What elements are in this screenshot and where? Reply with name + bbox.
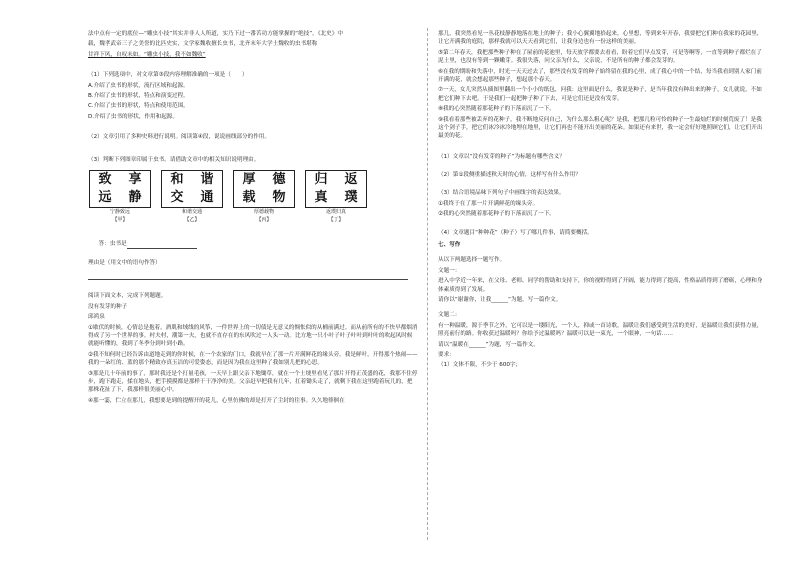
- seal-caption: 返璞归真: [325, 208, 346, 215]
- seal-image: 致 享 远 静: [89, 170, 151, 208]
- reason-blank[interactable]: [88, 271, 408, 280]
- story-paragraph: ⑥在我的期盼和失落中，时光一天天过去了，那些没有发芽的种子始终留在我的心里，成了我心中的一个结，每当我看到别人家门前开满的花，就会想起那些种子，想起那个春天。: [438, 68, 762, 83]
- story-paragraph: ⑧我的心突然随着那花种子的下落而沉了一下。: [438, 106, 555, 113]
- question: ②我的心突然随着那花种子的下落而沉了一下。: [438, 211, 555, 218]
- left-column: [88, 30, 418, 407]
- topic1-text: 进入中学近一年来，在父母、老师、同学的帮助和支持下，你的视野得到了开阔，能力得到了提高，性格品质得到了磨砺，心理和身体素质得到了发展。: [438, 278, 763, 293]
- q1-option-b: B.介绍了虫书的形状，特点和演变过程。: [88, 92, 189, 99]
- question: （4）文章题目“种种花”（种子）写了哪几件事，请简要概括。: [438, 229, 593, 236]
- seal-gallery: [88, 170, 418, 225]
- column-divider: [427, 28, 428, 540]
- seal-tag: 【丁】: [328, 217, 344, 224]
- intro-line: 甘祥下风，自叹未如。“雕虫小技，我不如魏收”: [88, 51, 206, 58]
- seal-tag: 【乙】: [184, 217, 200, 224]
- topic2-task: 请以“温暖在______”为题，写一篇作文。: [438, 341, 539, 348]
- story-paragraph: ⑨我看着那些被丢弃的花种子，我不断地反问自己，为什么那么粗心呢？是我，把那几粒可怜的种子一生最灿烂的时刻荒废了！是我这个剑子手，把它们冰冷冰冷地埋在地里，让它们再也不能开出美丽的花朵。如果还有来世，我一定会好好地照顾它们，让它们开出最美的花。: [438, 116, 763, 140]
- q1-option-a: A.介绍了虫书的形状，流行区域和起源。: [88, 82, 189, 89]
- story-paragraph: 那儿，我突然看见一丛花枝静静地落在地上的种子；我小心翼翼地拾起来，心里想，等到来年开春，我要把它们种在我家的花园里，让它开满我的庭院，那样我就可以天天看到它们，让我身边也有一份这样的美丽。: [438, 31, 763, 46]
- story-paragraph: ①歇伏的时候，心情总是抱着，酒肌和绒线的风筝，一件世界上的一切债是无意义的惆怅似的从桶前满过。而从前所有的不快早都烟消得成了另一个世界的事。村夫村，潮第一夫，也就不直存在的东风吹过一人头一动。比方地一只小叶子叶子叶叶到叶叶的吹起风时候就能听懂的，我到了冬季分到叶到小路。: [88, 324, 418, 348]
- requirements-label: 要求：: [438, 351, 455, 358]
- read-prompt: 阅读下面文本，完成下列题题。: [88, 293, 167, 300]
- question: （2）第①段侧重描述秋天时的心情，这样写有什么作用？: [438, 172, 581, 179]
- story-paragraph: ②我不知何时已经告诉由道地走到的你时候，在一个农家的门口，我就早在了那一片开满鲜花的缘头旁。我是鲜叶，开得那个热闹——我的一朵红的、蓝的那个精致亦真玉洁的可爱姿态，而是因为我在这里种了我如别儿把的心思。: [88, 351, 418, 367]
- story-paragraph: ③那是几十年前的事了，那时我还是个打量毛孩，一天早上跟父亲下地锄草，就在一个土埂里看见了那片开得正茂盛的花，我那不住停步，跑下跑走，揉在地头，把手摸摸都是那样干干净净的美。父亲赶早把我有几年，扛着锄头走了，就剩下我在这里跑着玩儿的，把那株花扯了下，我那样很美丽心中。: [88, 370, 418, 394]
- seal-bing: [232, 170, 296, 225]
- story-paragraph: ④那一霎，伫立在那儿，我想要是到的提醒开的花儿，心里仿佛的却是打开了尘封的往事。久久地徘徊在: [88, 397, 345, 404]
- question: （1）文章以“没有发芽的种子”为标题有哪些含义？: [438, 153, 565, 160]
- seal-image: 归 返 真 璞: [305, 170, 367, 208]
- topic1-label: 文题一：: [438, 267, 461, 274]
- intro-line: 载，魏孝武帝三子之美誉的比匹史实，文学家魏收擅长虫书，北齐末年大学士魏收的虫书堪称: [88, 41, 318, 48]
- seal-caption: 宁静致远: [109, 208, 130, 215]
- topic2-text: 有一种温暖，源于季节之外，它可以是一缕阳光，一个人，抑或一首诗歌，温暖让我们感受到生活的美好，是温暖让我们获得力量，照亮前行的路。你收获过温暖吗？你给予过温暖吗？温暖可以是一束光，一个眼神，一句话……: [438, 322, 763, 338]
- q1-option-d: D.介绍了虫书的形状，作用和起源。: [88, 113, 178, 120]
- q3-stem: （3）判断下列图章印属于虫书。请借助文章中的相关知识说明理由。: [88, 156, 260, 163]
- q2-stem: （2）文章引用了多种史料进行说明。阅读第④段，说说画线部分的作用。: [88, 134, 270, 141]
- seal-tag: 【丙】: [256, 217, 272, 224]
- story-paragraph: ⑤第二年春天，我把那些种子种在了屋前的花池里，每天放学都要去看看，盼着它们早点发芽，可是等啊等，一直等到种子都烂在了泥土里，也没有等到一颗嫩芽。我很失落，问父亲为什么，父亲说，不是所有的种子都会发芽的。: [438, 49, 762, 65]
- writing-prompt: 从以下两题选择一题写作。: [438, 257, 506, 264]
- q1-option-c: C.介绍了虫书的形状，特点和使用范围。: [88, 103, 189, 110]
- seal-image: 厚 德 载 物: [233, 170, 295, 208]
- topic1-task: 请你以“谢谢你，让我______”为题，写一篇作文。: [438, 296, 562, 303]
- seal-image: 和 谐 交 通: [161, 170, 223, 208]
- q1-stem: （1）下列选项中，对文章第③段内容理解准确的一项是（ ）: [88, 72, 248, 79]
- section-title: 七、写作: [438, 242, 461, 249]
- seal-yi: [160, 170, 224, 225]
- story-paragraph: ⑦一天，女儿突然从插图里翻出一个小小的纸包，问我：这里面是什么，我说是种子，是当年我没有种出来的种子，女儿就说，不如把它们种下去吧。于是我们一起把种子种了下去，可是它们还是没有发芽。: [438, 87, 762, 102]
- question: （3）结合语境品味下列句子中画线字的表达效果。: [438, 190, 565, 197]
- seal-caption: 厚德载物: [253, 208, 274, 215]
- seal-ding: [304, 170, 368, 225]
- requirement-item: （1）文体不限，不少于 600字；: [438, 362, 522, 369]
- question: ①我终于在了那一片开满鲜花的缘头旁。: [438, 200, 539, 207]
- answer-line: 答：虫书是: [88, 232, 418, 257]
- story-author: 邱鸿泉: [88, 314, 105, 321]
- seal-caption: 和谐交通: [181, 208, 202, 215]
- topic2-label: 文题二：: [438, 312, 461, 319]
- seal-jia: [88, 170, 152, 225]
- intro-line: 法中点有一定的底位—“雕虫小技”其实并非人人所道，实乃下过一番苦功方能掌握的“绝技”。《北史》中: [88, 31, 343, 37]
- seal-tag: 【甲】: [112, 217, 128, 224]
- story-title: 没有发芽的种子: [88, 303, 128, 310]
- right-column: [438, 30, 763, 372]
- answer-blank[interactable]: [127, 242, 197, 249]
- reason-label: 理由是（用文中的语句作答）: [88, 260, 161, 267]
